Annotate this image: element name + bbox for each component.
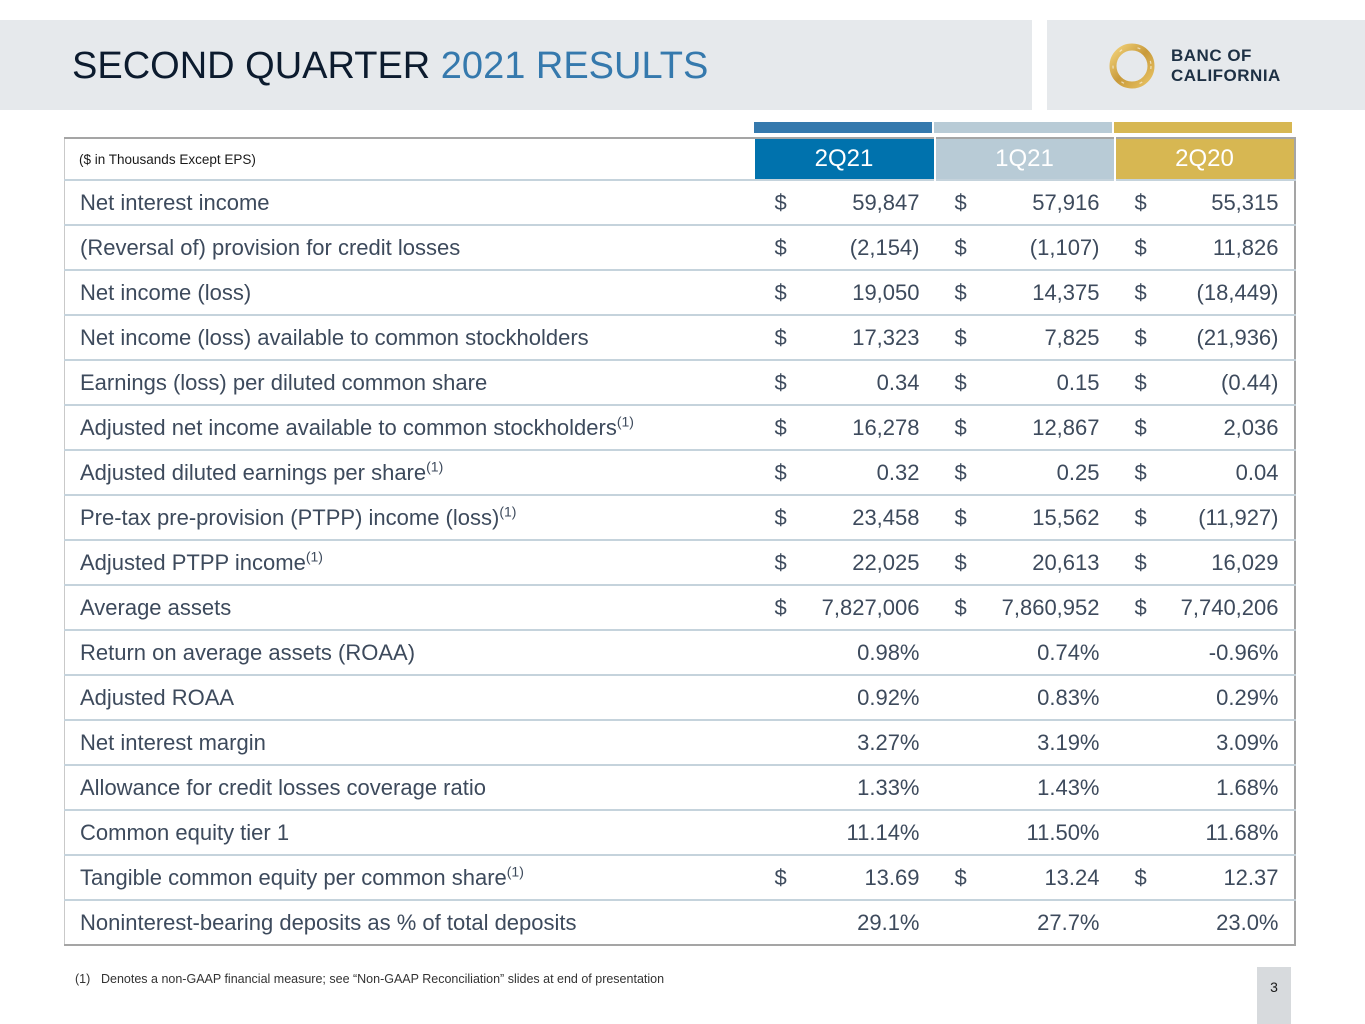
- value-cell-1q21: [935, 405, 1115, 450]
- currency-symbol: $: [954, 189, 967, 215]
- value-amount: 29.1%: [857, 909, 920, 935]
- table-row: [65, 225, 1295, 270]
- logo-wordmark: [1171, 46, 1281, 86]
- results-table: [64, 137, 1296, 946]
- value-amount: 11.14%: [846, 819, 920, 845]
- value-cell-2q20: [1115, 855, 1295, 900]
- footnote-marker: (1): [616, 413, 634, 430]
- value-cell-2q20: [1115, 360, 1295, 405]
- footnote: [75, 972, 664, 986]
- table-row: [65, 180, 1295, 225]
- value-cell-2q21: [755, 225, 935, 270]
- page-title: [72, 43, 708, 89]
- value-cell-2q21: [755, 900, 935, 945]
- units-label: ($ in Thousands Except EPS): [79, 151, 256, 167]
- value-amount: 16,029: [1211, 549, 1279, 575]
- footnote-marker: (1): [506, 863, 524, 880]
- currency-symbol: $: [774, 414, 787, 440]
- row-label-text: Tangible common equity per common share: [80, 864, 507, 890]
- value-cell-2q20: [1115, 270, 1295, 315]
- currency-symbol: $: [1134, 279, 1147, 305]
- value-cell-2q21: [755, 810, 935, 855]
- value-amount: 12,867: [1032, 414, 1100, 440]
- value-amount: 13.69: [864, 864, 920, 890]
- page-number-box: [1257, 967, 1291, 1024]
- table-row: [65, 810, 1295, 855]
- currency-symbol: $: [774, 549, 787, 575]
- strip-1q21: [934, 122, 1112, 133]
- table-row: [65, 630, 1295, 675]
- row-label: [65, 855, 755, 900]
- value-cell-2q21: [755, 405, 935, 450]
- value-cell-2q21: [755, 765, 935, 810]
- value-cell-1q21: [935, 900, 1115, 945]
- value-amount: (18,449): [1196, 279, 1279, 305]
- value-amount: 11,826: [1212, 234, 1279, 260]
- table-row: [65, 675, 1295, 720]
- value-amount: -0.96%: [1208, 639, 1279, 665]
- row-label-text: Return on average assets (ROAA): [80, 639, 416, 665]
- value-amount: 0.98%: [857, 639, 920, 665]
- value-cell-2q20: [1115, 315, 1295, 360]
- value-cell-1q21: [935, 315, 1115, 360]
- currency-symbol: $: [954, 234, 967, 260]
- value-cell-1q21: [935, 360, 1115, 405]
- value-amount: 2,036: [1223, 414, 1279, 440]
- value-amount: 15,562: [1032, 504, 1100, 530]
- value-cell-2q21: [755, 630, 935, 675]
- table-row: [65, 900, 1295, 945]
- value-cell-2q20: [1115, 810, 1295, 855]
- row-label: [65, 270, 755, 315]
- value-cell-1q21: [935, 675, 1115, 720]
- value-amount: 0.25: [1056, 459, 1100, 485]
- value-amount: 0.15: [1056, 369, 1100, 395]
- value-amount: 59,847: [852, 189, 920, 215]
- column-header-2q21: 2Q21: [755, 138, 935, 180]
- currency-symbol: $: [1134, 504, 1147, 530]
- table-row: [65, 720, 1295, 765]
- value-amount: 7,827,006: [821, 594, 920, 620]
- value-amount: 7,825: [1044, 324, 1100, 350]
- value-amount: 0.34: [876, 369, 920, 395]
- table-row: [65, 315, 1295, 360]
- value-cell-2q20: [1115, 585, 1295, 630]
- value-cell-1q21: [935, 540, 1115, 585]
- currency-symbol: $: [1134, 234, 1147, 260]
- value-cell-1q21: [935, 270, 1115, 315]
- value-amount: 3.19%: [1037, 729, 1100, 755]
- value-amount: (0.44): [1221, 369, 1279, 395]
- table-row: [65, 765, 1295, 810]
- value-cell-2q21: [755, 270, 935, 315]
- value-amount: 7,740,206: [1180, 594, 1279, 620]
- value-cell-2q20: [1115, 720, 1295, 765]
- currency-symbol: $: [774, 279, 787, 305]
- value-cell-2q21: [755, 315, 935, 360]
- row-label: [65, 720, 755, 765]
- currency-symbol: $: [954, 549, 967, 575]
- currency-symbol: $: [774, 504, 787, 530]
- row-label: [65, 675, 755, 720]
- row-label: [65, 450, 755, 495]
- currency-symbol: $: [954, 324, 967, 350]
- value-amount: 0.92%: [857, 684, 920, 710]
- row-label: [65, 765, 755, 810]
- currency-symbol: $: [774, 234, 787, 260]
- value-amount: 1.43%: [1037, 774, 1100, 800]
- value-cell-2q21: [755, 855, 935, 900]
- currency-symbol: $: [954, 504, 967, 530]
- row-label: [65, 360, 755, 405]
- currency-symbol: $: [1134, 549, 1147, 575]
- value-cell-1q21: [935, 585, 1115, 630]
- bank-logo: [1106, 40, 1306, 90]
- value-cell-1q21: [935, 720, 1115, 765]
- column-header-1q21: 1Q21: [935, 138, 1115, 180]
- value-amount: (1,107): [1029, 234, 1100, 260]
- value-amount: 14,375: [1032, 279, 1100, 305]
- value-amount: 1.68%: [1216, 774, 1279, 800]
- row-label: [65, 630, 755, 675]
- value-amount: 16,278: [852, 414, 920, 440]
- value-cell-2q21: [755, 675, 935, 720]
- table-header-row: [65, 138, 1295, 180]
- value-cell-1q21: [935, 765, 1115, 810]
- value-cell-1q21: [935, 225, 1115, 270]
- table-row: [65, 450, 1295, 495]
- table-row: [65, 495, 1295, 540]
- value-cell-1q21: [935, 630, 1115, 675]
- row-label-text: Noninterest-bearing deposits as % of total deposits: [80, 909, 577, 935]
- logo-line-1: BANC OF: [1171, 46, 1252, 65]
- footnote-text: Denotes a non-GAAP financial measure; see “Non-GAAP Reconciliation” slides at end of presentation: [101, 972, 665, 986]
- page-title-main: SECOND QUARTER: [72, 45, 441, 87]
- value-amount: 11.50%: [1026, 819, 1100, 845]
- value-amount: (2,154): [849, 234, 920, 260]
- row-label-text: Allowance for credit losses coverage ratio: [80, 774, 486, 800]
- row-label: [65, 540, 755, 585]
- value-cell-2q20: [1115, 540, 1295, 585]
- value-cell-2q21: [755, 720, 935, 765]
- value-amount: 17,323: [852, 324, 920, 350]
- table-body: [65, 180, 1295, 945]
- ring-logo-icon: [1106, 40, 1158, 92]
- value-amount: 0.32: [876, 459, 920, 485]
- footnote-marker: (1): [305, 548, 323, 565]
- table-row: [65, 405, 1295, 450]
- row-label-text: Net interest margin: [80, 729, 266, 755]
- value-amount: 0.83%: [1037, 684, 1100, 710]
- currency-symbol: $: [954, 369, 967, 395]
- table-row: [65, 585, 1295, 630]
- value-amount: 55,315: [1211, 189, 1279, 215]
- value-amount: 23.0%: [1216, 909, 1279, 935]
- currency-symbol: $: [954, 279, 967, 305]
- row-label-text: (Reversal of) provision for credit losses: [80, 234, 461, 260]
- value-amount: 1.33%: [857, 774, 920, 800]
- column-color-strips: [754, 122, 1293, 133]
- row-label-text: Earnings (loss) per diluted common share: [80, 369, 488, 395]
- strip-2q20: [1114, 122, 1292, 133]
- currency-symbol: $: [954, 594, 967, 620]
- currency-symbol: $: [954, 459, 967, 485]
- row-label: [65, 495, 755, 540]
- value-amount: 12.37: [1223, 864, 1279, 890]
- strip-2q21: [754, 122, 932, 133]
- currency-symbol: $: [1134, 369, 1147, 395]
- logo-line-2: CALIFORNIA: [1171, 66, 1281, 85]
- value-cell-2q21: [755, 360, 935, 405]
- value-amount: 0.29%: [1216, 684, 1279, 710]
- value-cell-1q21: [935, 450, 1115, 495]
- currency-symbol: $: [1134, 324, 1147, 350]
- row-label: [65, 225, 755, 270]
- footnote-marker: (1): [499, 503, 517, 520]
- row-label: [65, 810, 755, 855]
- value-amount: 23,458: [852, 504, 920, 530]
- value-cell-2q20: [1115, 675, 1295, 720]
- value-cell-2q20: [1115, 765, 1295, 810]
- currency-symbol: $: [1134, 414, 1147, 440]
- currency-symbol: $: [954, 864, 967, 890]
- row-label: [65, 180, 755, 225]
- row-label-text: Pre-tax pre-provision (PTPP) income (loss): [80, 504, 500, 530]
- value-amount: 11.68%: [1205, 819, 1279, 845]
- table-row: [65, 855, 1295, 900]
- row-label: [65, 585, 755, 630]
- currency-symbol: $: [954, 414, 967, 440]
- row-label: [65, 315, 755, 360]
- value-cell-2q20: [1115, 495, 1295, 540]
- value-amount: 27.7%: [1037, 909, 1100, 935]
- value-amount: 20,613: [1032, 549, 1100, 575]
- currency-symbol: $: [774, 459, 787, 485]
- value-amount: 19,050: [852, 279, 920, 305]
- value-cell-2q21: [755, 540, 935, 585]
- row-label: [65, 405, 755, 450]
- row-label-text: Adjusted net income available to common stockholders: [80, 414, 617, 440]
- column-header-2q20: 2Q20: [1115, 138, 1295, 180]
- value-cell-2q20: [1115, 405, 1295, 450]
- value-cell-2q21: [755, 180, 935, 225]
- table-row: [65, 540, 1295, 585]
- table-row: [65, 270, 1295, 315]
- currency-symbol: $: [1134, 189, 1147, 215]
- currency-symbol: $: [774, 324, 787, 350]
- currency-symbol: $: [1134, 864, 1147, 890]
- value-amount: 3.27%: [857, 729, 920, 755]
- row-label-text: Net income (loss): [80, 279, 252, 305]
- value-cell-2q20: [1115, 450, 1295, 495]
- value-cell-2q20: [1115, 900, 1295, 945]
- currency-symbol: $: [774, 189, 787, 215]
- row-label-text: Net interest income: [80, 189, 270, 215]
- value-cell-2q20: [1115, 180, 1295, 225]
- value-cell-1q21: [935, 855, 1115, 900]
- footnote-number: (1): [75, 972, 91, 986]
- row-label-text: Adjusted diluted earnings per share: [80, 459, 427, 485]
- value-cell-2q20: [1115, 225, 1295, 270]
- value-cell-1q21: [935, 180, 1115, 225]
- value-cell-1q21: [935, 810, 1115, 855]
- row-label-text: Net income (loss) available to common stockholders: [80, 324, 589, 350]
- value-cell-2q21: [755, 585, 935, 630]
- footnote-marker: (1): [426, 458, 444, 475]
- value-amount: 0.74%: [1037, 639, 1100, 665]
- value-amount: (11,927): [1198, 504, 1279, 530]
- value-amount: 0.04: [1235, 459, 1279, 485]
- page-title-accent: 2021 RESULTS: [440, 45, 709, 87]
- currency-symbol: $: [1134, 459, 1147, 485]
- value-amount: 13.24: [1044, 864, 1100, 890]
- row-label-text: Adjusted PTPP income: [80, 549, 306, 575]
- row-label-text: Adjusted ROAA: [80, 684, 235, 710]
- currency-symbol: $: [774, 594, 787, 620]
- value-amount: 22,025: [852, 549, 920, 575]
- currency-symbol: $: [774, 864, 787, 890]
- value-cell-2q21: [755, 495, 935, 540]
- value-cell-2q21: [755, 450, 935, 495]
- value-amount: 57,916: [1032, 189, 1100, 215]
- value-amount: (21,936): [1196, 324, 1279, 350]
- row-label-text: Common equity tier 1: [80, 819, 290, 845]
- value-cell-2q20: [1115, 630, 1295, 675]
- value-amount: 3.09%: [1216, 729, 1279, 755]
- value-cell-1q21: [935, 495, 1115, 540]
- table-row: [65, 360, 1295, 405]
- page-number: 3: [1270, 979, 1278, 995]
- currency-symbol: $: [1134, 594, 1147, 620]
- row-label: [65, 900, 755, 945]
- currency-symbol: $: [774, 369, 787, 395]
- value-amount: 7,860,952: [1001, 594, 1100, 620]
- row-label-text: Average assets: [80, 594, 232, 620]
